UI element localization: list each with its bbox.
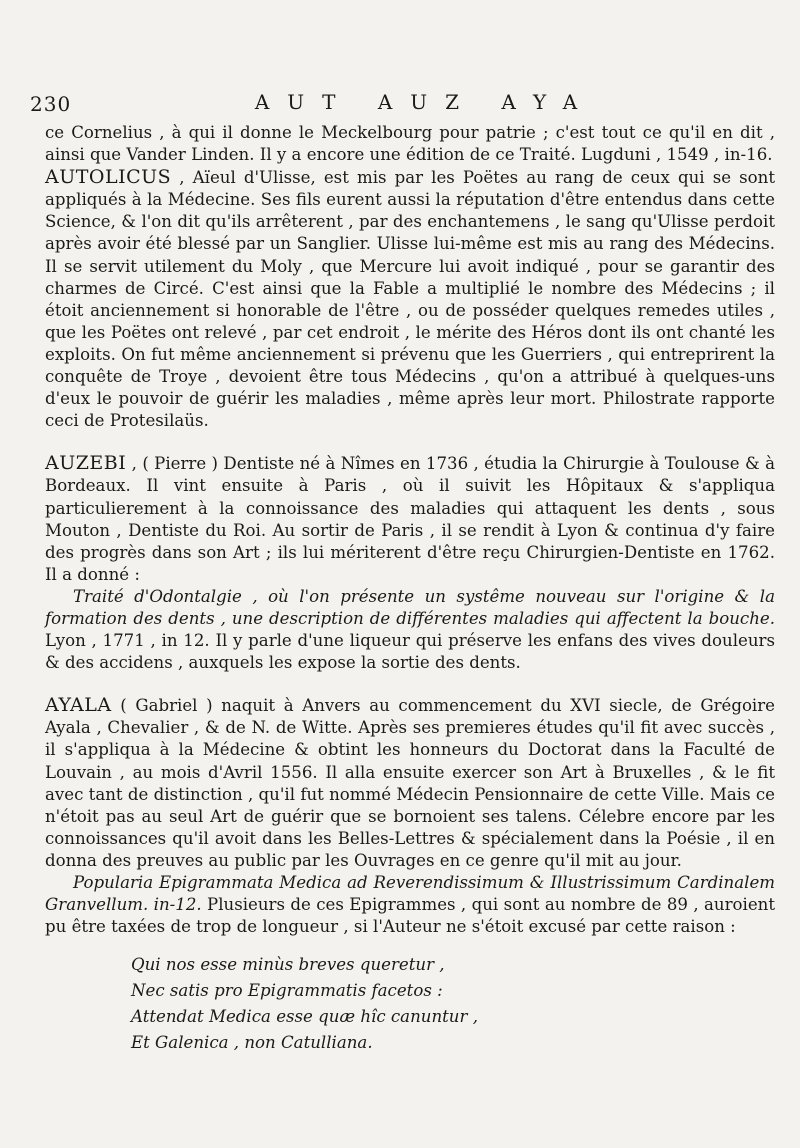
entry-autolicus <box>45 166 775 432</box>
entry-cornelius-continuation <box>45 122 775 166</box>
entry-paragraph <box>45 452 775 586</box>
page-header <box>30 90 780 116</box>
entry-text: , Aïeul d'Ulisse, est mis par les Poëtes au rang de ceux qui se sont appliqués à la Médecine. Ses fils eurent aussi la réputation d'être entendus dans cette Science, & l'on dit qu'ils arrêterent , par des enchantemens , le sang qu'Ulisse perdoit après avoir été blessé par un Sanglier. Ulisse lui-même est mis au rang des Médecins. Il se servit utilement du Moly , que Mercure lui avoit indiqué , pour se garantir des charmes de Circé. C'est ainsi que la Fable a multiplié le nombre des Médecins ; il étoit anciennement si honorable de l'être , ou de posséder quelques remedes utiles , que les Poëtes ont relevé , par cet endroit , le mérite des Héros dont ils ont chanté les exploits. On fut même anciennement si prévenu que les Guerriers , qui entreprirent la conquête de Troye , devoient être tous Médecins , qu'on a attribué à quelques-uns d'eux le pouvoir de guérir les maladies , même après leur mort. Philostrate rapporte ceci de Protesilaüs. <box>45 168 775 431</box>
work-details: Lyon , 1771 , in 12. Il y parle d'une liqueur qui préserve les enfans des vives douleurs & des accidens , auxquels les expose la sortie des dents. <box>45 631 775 673</box>
work-title: Popularia Epigrammata Medica ad Reverendissimum & Illustrissimum Cardinalem Granvellum. in-12. <box>45 873 775 915</box>
entry-text: , ( Pierre ) Dentiste né à Nîmes en 1736 , étudia la Chirurgie à Toulouse & à Bordeaux. Il vint ensuite à Paris , où il suivit les Hôpitaux & s'appliqua particulierement à la connoissance des maladies qui attaquent les dents , sous Mouton , Dentiste du Roi. Au sortir de Paris , il se rendit à Lyon & continua d'y faire des progrès dans son Art ; ils lui mériterent d'être reçu Chirurgien-Dentiste en 1762. Il a donné : <box>45 454 775 584</box>
entry-head: AUZEBI <box>45 452 127 475</box>
verse-line: Et Galenica , non Catulliana. <box>131 1033 373 1053</box>
running-head: AUT AUZ AYA <box>254 90 596 114</box>
entry-head: AUTOLICUS <box>45 166 172 189</box>
entry-ayala <box>45 694 775 1056</box>
page-number: 230 <box>30 92 72 116</box>
entry-paragraph <box>45 694 775 872</box>
verse-line: Attendat Medica esse quæ hîc canuntur , <box>131 1007 478 1027</box>
entry-work <box>45 586 775 674</box>
work-title: Traité d'Odontalgie , où l'on présente un systême nouveau sur l'origine & la formation des dents , une description de différentes maladies qui affectent la bouche. <box>45 586 775 628</box>
entry-text: ( Gabriel ) naquit à Anvers au commencement du XVI siecle, de Grégoire Ayala , Chevalier , & de N. de Witte. Après ses premieres études qu'il fit avec succès , il s'appliqua à la Médecine & obtint les honneurs du Doctorat dans la Faculté de Louvain , au mois d'Avril 1556. Il alla ensuite exercer son Art à Bruxelles , & le fit avec tant de distinction , qu'il fut nommé Médecin Pensionnaire de cette Ville. Mais ce n'étoit pas au seul Art de guérir que se bornoient ses talens. Célebre encore par les connoissances qu'il avoit dans les Belles-Lettres & spécialement dans la Poésie , il en donna des preuves au public par les Ouvrages en ce genre qu'il mit au jour. <box>45 696 775 870</box>
entry-head: AYALA <box>45 694 112 717</box>
verse-line: Qui nos esse minùs breves queretur , <box>131 955 445 975</box>
entry-auzebi <box>45 452 775 674</box>
entry-text: ce Cornelius , à qui il donne le Meckelbourg pour patrie ; c'est tout ce qu'il en dit , ainsi que Vander Linden. Il y a encore une édition de ce Traité. Lugduni , 1549 , in-16. <box>45 123 775 165</box>
page-body <box>45 122 775 1056</box>
epigram-verses <box>45 952 775 1056</box>
work-details: Plusieurs de ces Epigrammes , qui sont au nombre de 89 , auroient pu être taxées de trop de longueur , si l'Auteur ne s'étoit excusé par cette raison : <box>45 895 775 937</box>
verse-line: Nec satis pro Epigrammatis facetos : <box>131 981 443 1001</box>
entry-work <box>45 872 775 938</box>
